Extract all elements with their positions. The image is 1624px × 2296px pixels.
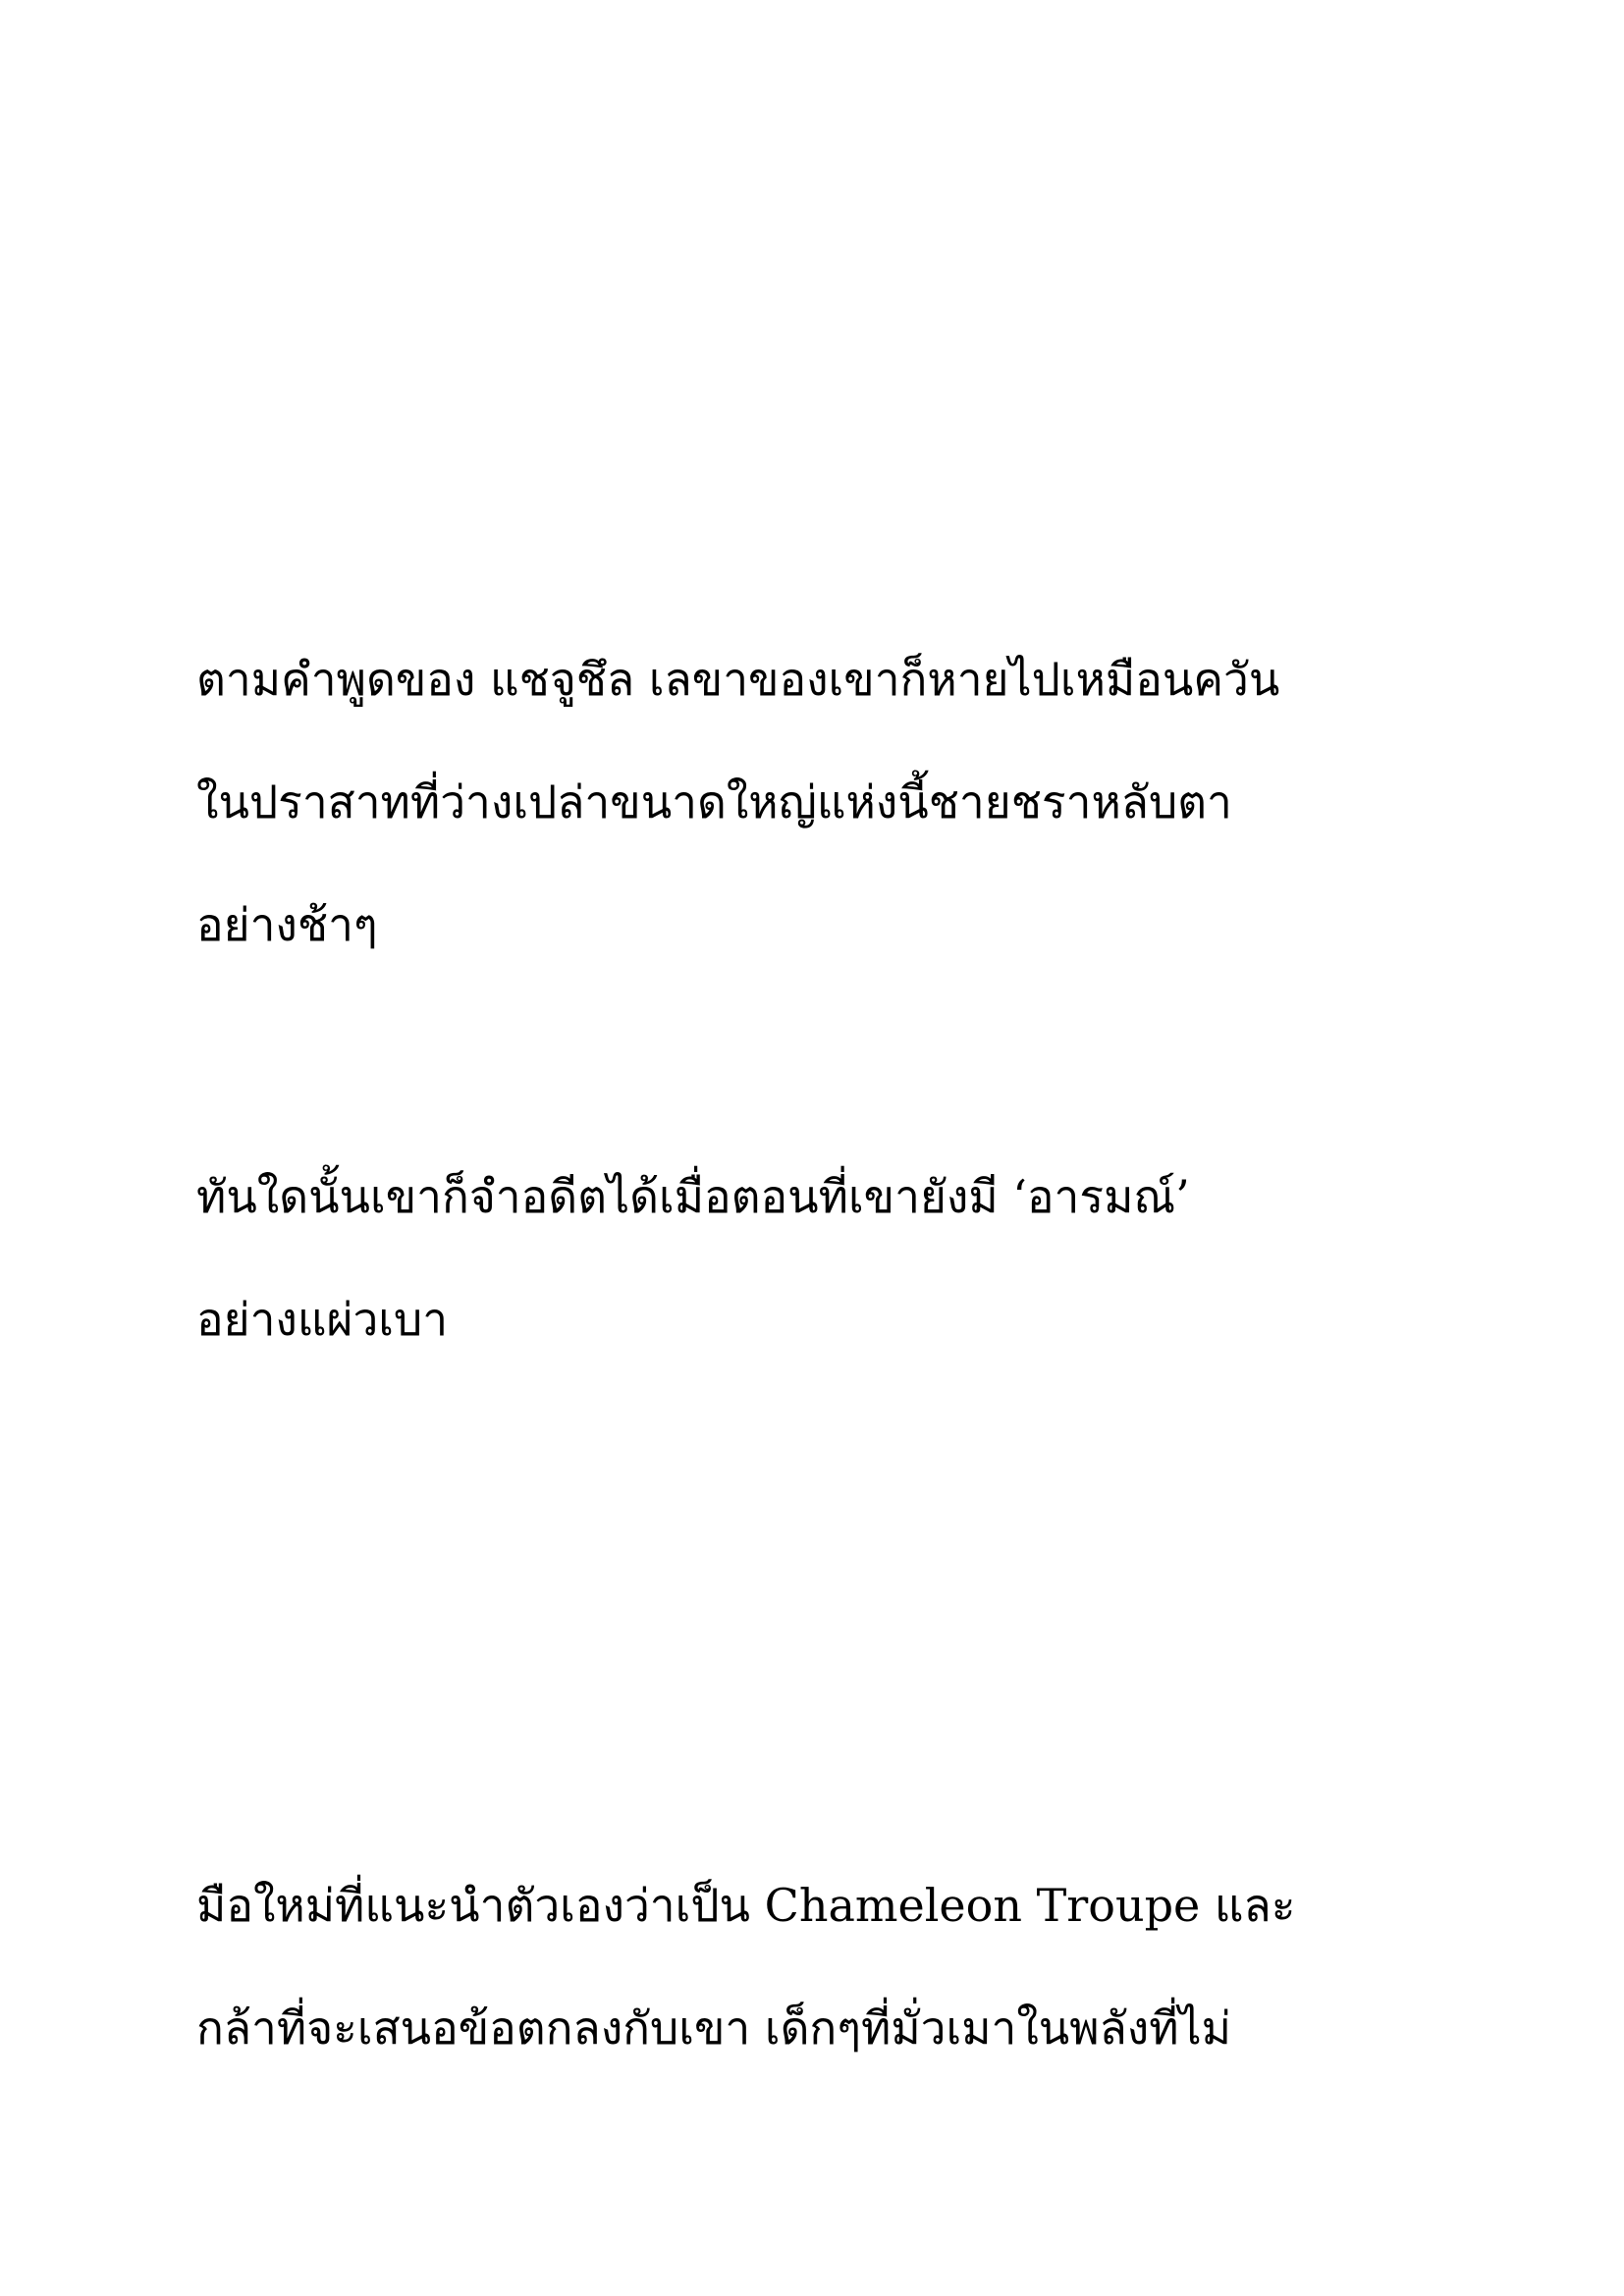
text-line: อย่างแผ่วเบา: [196, 1293, 449, 1346]
text-line: ตามคำพูดของ แชจูชึล เลขาของเขาก็หายไปเหมือนควัน: [196, 653, 1280, 706]
text-line: ทันใดนั้นเขาก็จำอดีตได้เมื่อตอนที่เขายังมี ‘อารมณ์’: [196, 1170, 1190, 1223]
text-line: ในปราสาทที่ว่างเปล่าขนาดใหญ่แห่งนี้ชายชราหลับตา: [196, 775, 1232, 828]
text-line: มือใหม่ที่แนะนำตัวเองว่าเป็น Chameleon Troupe และ: [196, 1879, 1296, 1932]
text-line: อย่างช้าๆ: [196, 898, 378, 951]
text-line: กล้าที่จะเสนอข้อตกลงกับเขา เด็กๆที่มั่วเมาในพลังที่ไม่: [196, 2002, 1232, 2055]
